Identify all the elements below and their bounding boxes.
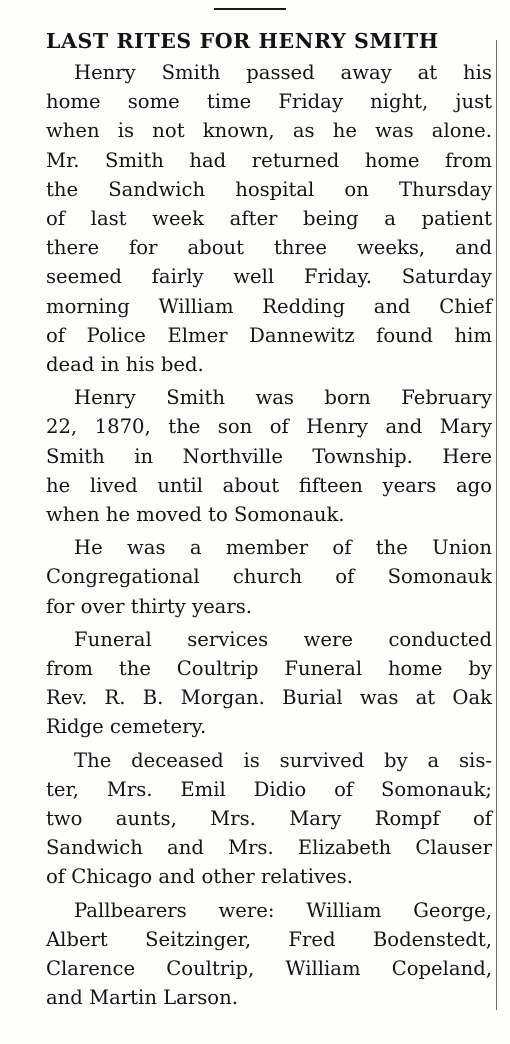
text-line: Sandwich and Mrs. Elizabeth Clauser <box>46 836 492 860</box>
obituary-article <box>46 26 492 1013</box>
text-line: Clarence Coultrip, William Copeland, <box>46 957 492 981</box>
text-line: seemed fairly well Friday. Saturday <box>46 265 492 289</box>
text-line: The deceased is survived by a sis- <box>74 748 492 772</box>
text-line: two aunts, Mrs. Mary Rompf of <box>46 807 492 831</box>
article-paragraph <box>46 746 492 892</box>
text-line: and Martin Larson. <box>46 986 238 1010</box>
text-line: for over thirty years. <box>46 594 252 618</box>
text-line: Congregational church of Somonauk <box>46 565 492 589</box>
text-line: Funeral services were conducted <box>74 627 492 651</box>
text-line: there for about three weeks, and <box>46 236 492 260</box>
column-divider-rule <box>496 40 497 1010</box>
article-paragraph <box>46 533 492 621</box>
article-paragraph <box>46 896 492 1013</box>
text-line: the Sandwich hospital on Thursday <box>46 177 492 201</box>
text-line: ter, Mrs. Emil Didio of Somonauk; <box>46 777 492 801</box>
text-line: when is not known, as he was alone. <box>46 119 492 143</box>
text-line: of Chicago and other relatives. <box>46 865 353 889</box>
text-line: Pallbearers were: William George, <box>74 898 492 922</box>
text-line: of Police Elmer Dannewitz found him <box>46 323 492 347</box>
text-line: morning William Redding and Chief <box>46 294 492 318</box>
text-line: Albert Seitzinger, Fred Bodenstedt, <box>46 927 492 951</box>
text-line: Ridge cemetery. <box>46 715 207 739</box>
article-paragraph <box>46 58 492 379</box>
text-line: from the Coultrip Funeral home by <box>46 657 492 681</box>
text-line: He was a member of the Union <box>74 536 492 560</box>
text-line: Smith in Northville Township. Here <box>46 444 492 468</box>
text-line: dead in his bed. <box>46 353 204 377</box>
text-line: Henry Smith passed away at his <box>74 61 492 84</box>
text-line: Rev. R. B. Morgan. Burial was at Oak <box>46 686 492 710</box>
text-line: home some time Friday night, just <box>46 90 492 114</box>
text-line: when he moved to Somonauk. <box>46 503 345 527</box>
article-paragraph <box>46 625 492 742</box>
column-top-rule <box>214 8 286 10</box>
text-line: Mr. Smith had returned home from <box>46 148 492 172</box>
text-line: Henry Smith was born February <box>74 386 492 410</box>
text-line: he lived until about fifteen years ago <box>46 473 492 497</box>
article-paragraph <box>46 383 492 529</box>
article-headline: LAST RITES FOR HENRY SMITH <box>46 29 439 53</box>
text-line: 22, 1870, the son of Henry and Mary <box>46 415 492 439</box>
text-line: of last week after being a patient <box>46 207 492 231</box>
